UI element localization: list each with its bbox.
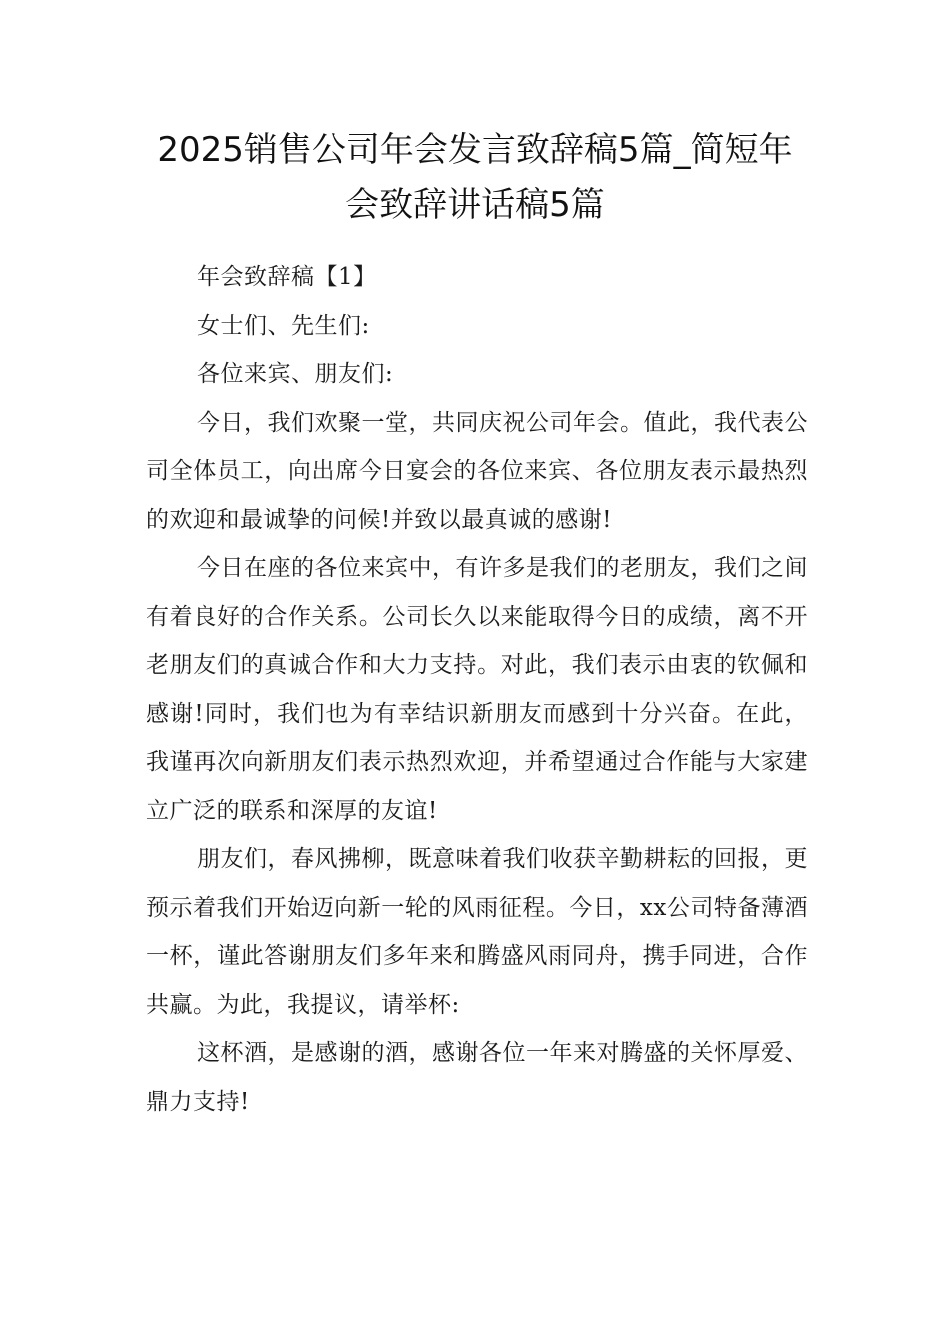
section-heading: 年会致辞稿【1】 (197, 264, 377, 290)
body-paragraph: 今日，我们欢聚一堂，共同庆祝公司年会。值此，我代表公司全体员工，向出席今日宴会的各位来宾、各位朋友表示最热烈的欢迎和最诚挚的问候!并致以最真诚的感谢! (146, 409, 808, 533)
document-body (146, 253, 808, 1126)
body-paragraph: 这杯酒，是感谢的酒，感谢各位一年来对腾盛的关怀厚爱、鼎力支持! (146, 1040, 808, 1115)
title-line-2: 会致辞讲话稿5篇 (345, 185, 605, 225)
salutation: 女士们、先生们: (197, 312, 370, 339)
document-title (120, 123, 830, 233)
body-paragraph: 今日在座的各位来宾中，有许多是我们的老朋友，我们之间有着良好的合作关系。公司长久以来能取得今日的成绩，离不开老朋友们的真诚合作和大力支持。对此，我们表示由衷的钦佩和感谢!同时，我们也为有幸结识新朋友而感到十分兴奋。在此，我谨再次向新朋友们表示热烈欢迎，并希望通过合作能与大家建立广泛的联系和深厚的友谊! (146, 555, 808, 824)
salutation: 各位来宾、朋友们: (197, 361, 394, 387)
body-paragraph: 朋友们，春风拂柳，既意味着我们收获辛勤耕耘的回报，更预示着我们开始迈向新一轮的风雨征程。今日，xx公司特备薄酒一杯，谨此答谢朋友们多年来和腾盛风雨同舟，携手同进，合作共赢。为此，我提议，请举杯: (146, 846, 808, 1018)
title-line-1: 2025销售公司年会发言致辞稿5篇_简短年 (157, 130, 793, 170)
